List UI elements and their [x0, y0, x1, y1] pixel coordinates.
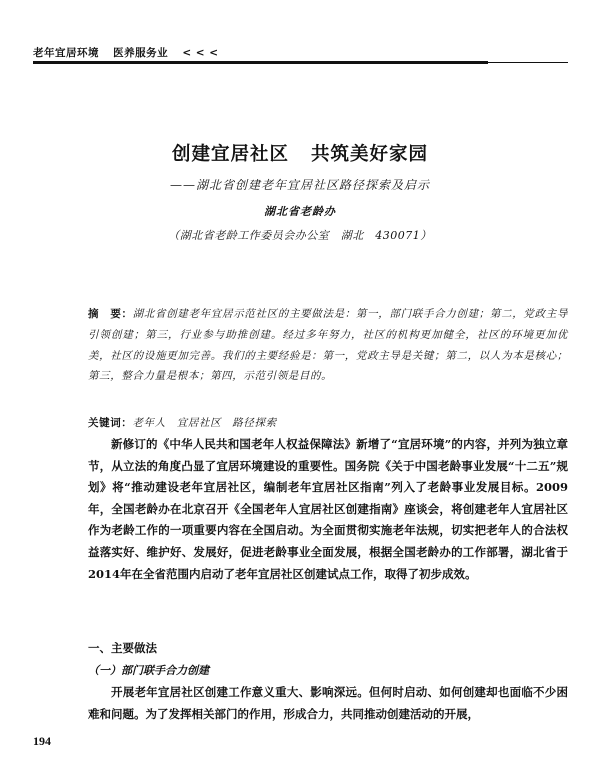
article-subtitle: ——湖北省创建老年宜居社区路径探索及启示	[169, 178, 430, 192]
header-arrows: < < <	[182, 47, 219, 59]
keywords-text: 老年人 宜居社区 路径探索	[132, 417, 277, 429]
article-title	[0, 140, 600, 166]
title-part-1: 创建宜居社区	[171, 144, 289, 165]
subsection-heading: （一）部门联手合力创建	[88, 664, 209, 677]
header-rule-thin	[488, 62, 568, 63]
header-rule	[33, 61, 488, 64]
body-section	[88, 682, 568, 725]
intro-paragraph: 新修订的《中华人民共和国老年人权益保障法》新增了“宜居环境”的内容，并列为独立章节，从立法的角度凸显了宜居环境建设的重要性。国务院《关于中国老龄事业发展“十二五”规划》将“推动建设老年宜居社区，编制老年宜居社区指南”列入了老龄事业发展目标。2009年，全国老龄办在北京召开《全国老年人宜居社区创建指南》座谈会，将创建老年人宜居社区作为老龄工作的一项重要内容在全国启动。为全面贯彻实施老年法规，切实把老年人的合法权益落实好、维护好、发展好，促进老龄事业全面发展，根据全国老龄办的工作部署，湖北省于2014年在全省范围内启动了老年宜居社区创建试点工作，取得了初步成效。	[88, 437, 568, 581]
affiliation: （湖北省老龄工作委员会办公室 湖北 430071）	[168, 229, 432, 242]
section-heading: 一、主要做法	[88, 641, 157, 655]
abstract	[88, 304, 568, 387]
intro-section	[88, 434, 568, 585]
journal-column-name: 老年宜居环境	[33, 47, 99, 59]
section-name: 医养服务业	[113, 47, 169, 59]
title-part-2: 共筑美好家园	[311, 144, 429, 165]
abstract-text: 湖北省创建老年宜居示范社区的主要做法是：第一，部门联手合力创建；第二，党政主导引领创建；第三，行业参与助推创建。经过多年努力，社区的机构更加健全，社区的环境更加优美，社区的设施更加完善。我们的主要经验是：第一，党政主导是关键；第二，以人为本是核心；第三，整合力量是根本；第四，示范引领是目的。	[88, 308, 568, 383]
body-paragraph: 开展老年宜居社区创建工作意义重大、影响深远。但何时启动、如何创建却也面临不少困难和问题。为了发挥相关部门的作用，形成合力，共同推动创建活动的开展，	[88, 685, 568, 721]
page-number: 194	[33, 734, 51, 748]
running-header	[33, 45, 563, 59]
author: 湖北省老龄办	[264, 205, 336, 218]
keywords	[88, 415, 568, 430]
abstract-label: 摘 要：	[88, 308, 133, 320]
keywords-label: 关键词：	[88, 417, 133, 429]
